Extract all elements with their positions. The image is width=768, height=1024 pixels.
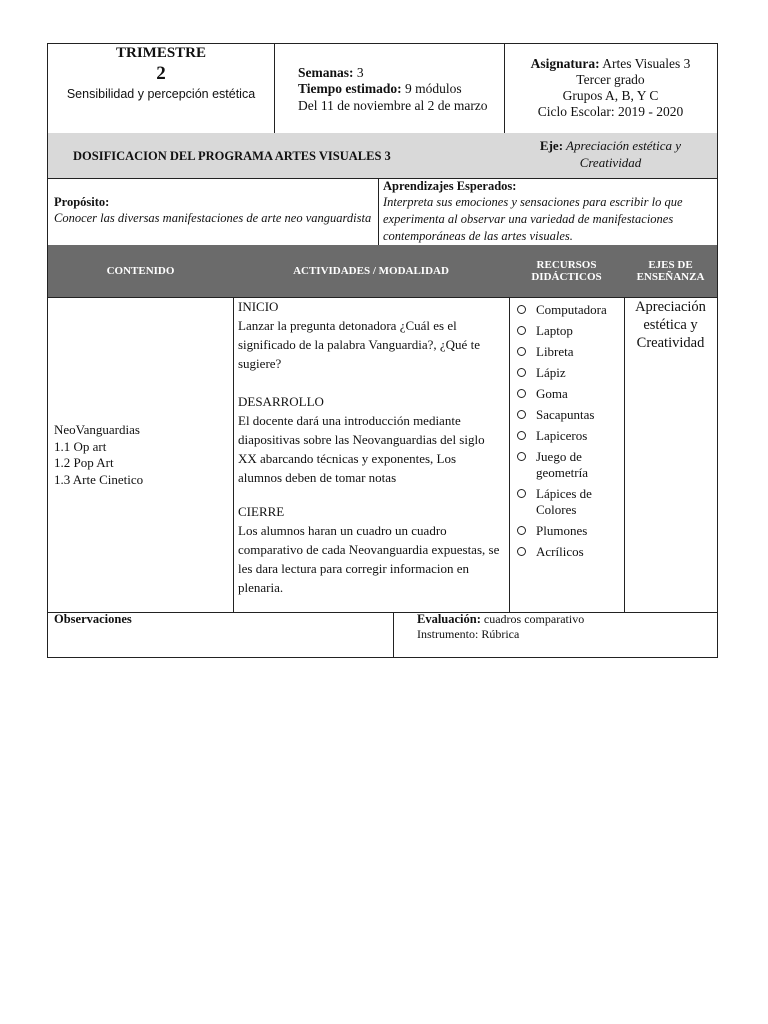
tiempo-value: 9 módulos: [401, 81, 462, 96]
list-item: Lápiz: [517, 365, 622, 381]
contenido-item: 1.3 Arte Cinetico: [54, 471, 144, 487]
dosificacion-title: DOSIFICACION DEL PROGRAMA ARTES VISUALES 3: [73, 149, 391, 163]
fechas-line: Del 11 de noviembre al 2 de marzo: [298, 98, 488, 113]
list-item: Libreta: [517, 344, 622, 360]
instrumento-line: Instrumento: Rúbrica: [417, 627, 520, 641]
contenido-item: 1.2 Pop Art: [54, 455, 114, 470]
observaciones-label: Observaciones: [54, 612, 132, 626]
list-item: Juego de geometría: [517, 449, 622, 481]
header-actividades: ACTIVIDADES / MODALIDAD: [233, 245, 510, 298]
evaluacion-label: Evaluación:: [417, 612, 481, 626]
trimestre-subtitle: Sensibilidad y percepción estética: [66, 87, 256, 101]
list-item: Goma: [517, 386, 622, 402]
tiempo-line: [298, 81, 462, 97]
circle-bullet-icon: [517, 368, 526, 377]
header-ejes-line2: ENSEÑANZA: [636, 271, 705, 283]
inicio-text: Lanzar la pregunta detonadora ¿Cuál es el significado de la palabra Vanguardia?, ¿Qué te sugiere?: [238, 318, 480, 371]
asignatura-cell: [504, 43, 718, 134]
contenido-item: 1.1 Op art: [54, 438, 107, 454]
header-recursos-line1: RECURSOS: [536, 259, 597, 271]
list-item: Laptop: [517, 323, 622, 339]
header-contenido: CONTENIDO: [47, 245, 234, 298]
proposito-label: Propósito:: [54, 195, 110, 209]
circle-bullet-icon: [517, 431, 526, 440]
evaluacion-line: [417, 612, 717, 627]
desarrollo-text: El docente dará una introducción mediante diapositivas sobre las Neovanguardias del siglo XX abarcando técnicas y exponentes, Los alumnos deben de tomar notas: [238, 413, 485, 485]
trimestre-number: 2: [156, 63, 166, 84]
trimestre-label: TRIMESTRE: [115, 45, 207, 61]
tiempo-label: Tiempo estimado:: [298, 81, 402, 96]
contenido-list: [54, 422, 143, 488]
contenido-title: NeoVanguardias: [54, 422, 140, 437]
proposito-cell: [47, 178, 379, 246]
list-item: Lapiceros: [517, 428, 622, 444]
aprendizajes-label: Aprendizajes Esperados:: [383, 179, 517, 193]
eje-cell: [504, 133, 718, 179]
actividades-cell: [233, 297, 510, 613]
recursos-cell: [509, 297, 625, 613]
grupos-line: Grupos A, B, Y C: [562, 88, 659, 103]
semanas-cell: [274, 43, 505, 134]
header-ejes-line1: EJES DE: [648, 259, 693, 271]
circle-bullet-icon: [517, 489, 526, 498]
header-recursos: [509, 245, 625, 298]
evaluacion-cell: [393, 612, 718, 658]
asignatura-line: [504, 56, 717, 72]
circle-bullet-icon: [517, 526, 526, 535]
list-item: Sacapuntas: [517, 407, 622, 423]
circle-bullet-icon: [517, 305, 526, 314]
dosificacion-cell: [47, 133, 505, 179]
inicio-title: INICIO: [238, 299, 279, 314]
proposito-text: Conocer las diversas manifestaciones de arte neo vanguardista: [54, 211, 372, 225]
aprendizajes-text: Interpreta sus emociones y sensaciones para escribir lo que experimenta al observar una variedad de manifestaciones contemporáneas de las artes visuales.: [383, 195, 683, 243]
cierre-text: Los alumnos haran un cuadro un cuadro comparativo de cada Neovanguardia expuestas, se les dara lectura para corregir informacion en plenaria.: [238, 523, 500, 595]
circle-bullet-icon: [517, 547, 526, 556]
circle-bullet-icon: [517, 347, 526, 356]
semanas-label: Semanas:: [298, 65, 354, 80]
asignatura-label: Asignatura:: [530, 56, 600, 71]
grado-line: Tercer grado: [576, 72, 645, 87]
semanas-value: 3: [353, 65, 364, 80]
observaciones-cell: [47, 612, 394, 658]
list-item: Lápices de Colores: [517, 486, 622, 518]
ciclo-line: Ciclo Escolar: 2019 - 2020: [537, 104, 684, 119]
list-item: Computadora: [517, 302, 622, 318]
circle-bullet-icon: [517, 410, 526, 419]
circle-bullet-icon: [517, 326, 526, 335]
trimestre-cell: [47, 43, 275, 134]
aprendizajes-cell: [378, 178, 718, 246]
contenido-cell: [47, 297, 234, 613]
eje-label: Eje:: [539, 138, 564, 153]
list-item: Plumones: [517, 523, 622, 539]
ejes-ensenanza-text: Apreciación estética y Creatividad: [635, 299, 706, 351]
header-ejes: [624, 245, 718, 298]
recursos-list: [517, 302, 622, 560]
semanas-line: [298, 65, 364, 81]
evaluacion-value: cuadros comparativo: [480, 612, 585, 626]
eje-value: Apreciación estética y Creatividad: [563, 138, 682, 170]
circle-bullet-icon: [517, 452, 526, 461]
header-recursos-line2: DIDÁCTICOS: [531, 271, 602, 283]
asignatura-value: Artes Visuales 3: [599, 56, 691, 71]
circle-bullet-icon: [517, 389, 526, 398]
cierre-title: CIERRE: [238, 504, 285, 519]
desarrollo-title: DESARROLLO: [238, 394, 324, 409]
list-item: Acrílicos: [517, 544, 622, 560]
ejes-cell: [624, 297, 718, 613]
